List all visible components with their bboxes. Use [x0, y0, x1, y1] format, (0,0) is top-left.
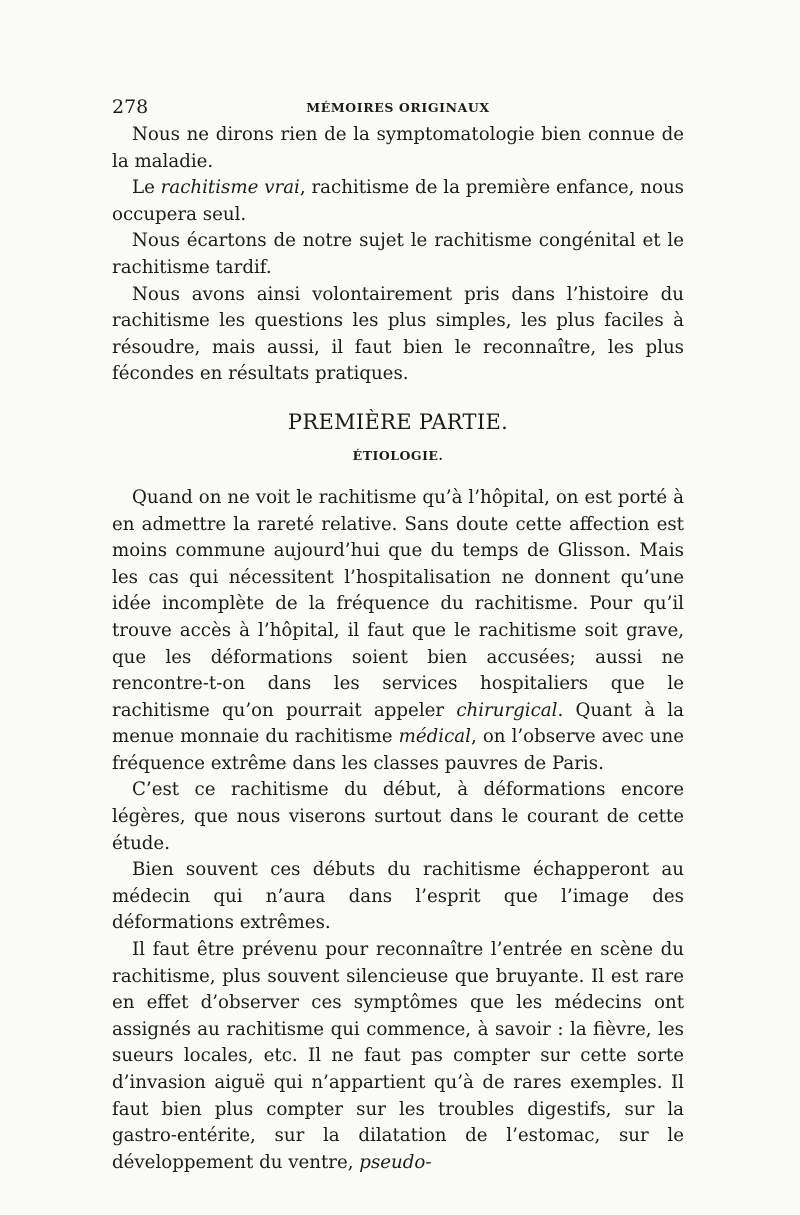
italic-term: rachitisme vrai: [160, 177, 300, 199]
section-subtitle: ÉTIOLOGIE.: [352, 447, 444, 463]
intro-paragraph-3: Nous écartons de notre sujet le rachitisme congénital et le rachitisme tardif.: [112, 230, 684, 278]
running-head: MÉMOIRES ORIGINAUX: [306, 100, 490, 115]
italic-term: médical: [398, 726, 471, 748]
page: [112, 92, 684, 1176]
page-number: 278: [112, 96, 149, 118]
body-paragraph-3: Bien souvent ces débuts du rachitisme échapperont au médecin qui n’aura dans l’esprit que l’image des déformations extrêmes.: [112, 859, 684, 934]
intro-paragraph-2: [112, 175, 684, 228]
italic-term: pseudo-: [359, 1151, 432, 1173]
intro-paragraph-1: Nous ne dirons rien de la symptomatologie bien connue de la maladie.: [112, 124, 684, 172]
section-title: PREMIÈRE PARTIE.: [287, 409, 509, 434]
intro-paragraph-4: Nous avons ainsi volontairement pris dans l’histoire du rachitisme les questions les plus simples, les plus faciles à résoudre, mais aussi, il faut bien le reconnaître, les plus fécondes en résultats pratiques.: [112, 283, 684, 385]
body-paragraph-2: C’est ce rachitisme du début, à déformations encore légères, que nous viserons surtout dans le courant de cette étude.: [112, 779, 684, 854]
body-paragraph-1: [112, 485, 684, 778]
text-run: Quand on ne voit le rachitisme qu’à l’hôpital, on est porté à en admettre la rareté relative. Sans doute cette affection est moins commune aujourd’hui que du temps de Glisson. Mais les cas qui nécessitent l’hospitalisation ne donnent qu’une idée incomplète de la fréquence du rachitisme. Pour qu’il trouve accès à l’hôpital, il faut que le rachitisme soit grave, que les déformations soient bien accusées; aussi ne rencontre-t-on dans les services hospitaliers que le rachitisme qu’on pourrait appeler: [112, 486, 684, 721]
page-header: [112, 92, 684, 122]
body-paragraph-4: [112, 937, 684, 1176]
text-run: Il faut être prévenu pour reconnaître l’entrée en scène du rachitisme, plus souvent silencieuse que bruyante. Il est rare en effet d’observer ces symptômes que les médecins ont assignés au rachitisme qui commence, à savoir : la fièvre, les sueurs locales, etc. Il ne faut pas compter sur cette sorte d’invasion aiguë qui n’appartient qu’à de rares exemples. Il faut bien plus compter sur les troubles digestifs, sur la gastro-entérite, sur la dilatation de l’estomac, sur le développement du ventre,: [112, 939, 684, 1173]
text-run: Le: [132, 177, 161, 199]
text-run: , on l’observe avec une fréquence extrême dans les classes pauvres de Paris.: [112, 726, 684, 774]
text-run: . Quant à la menue monnaie du rachitisme: [112, 699, 684, 748]
text-run: , rachitisme de la première enfance, nous occupera seul.: [112, 177, 684, 225]
italic-term: chirurgical: [456, 699, 558, 721]
